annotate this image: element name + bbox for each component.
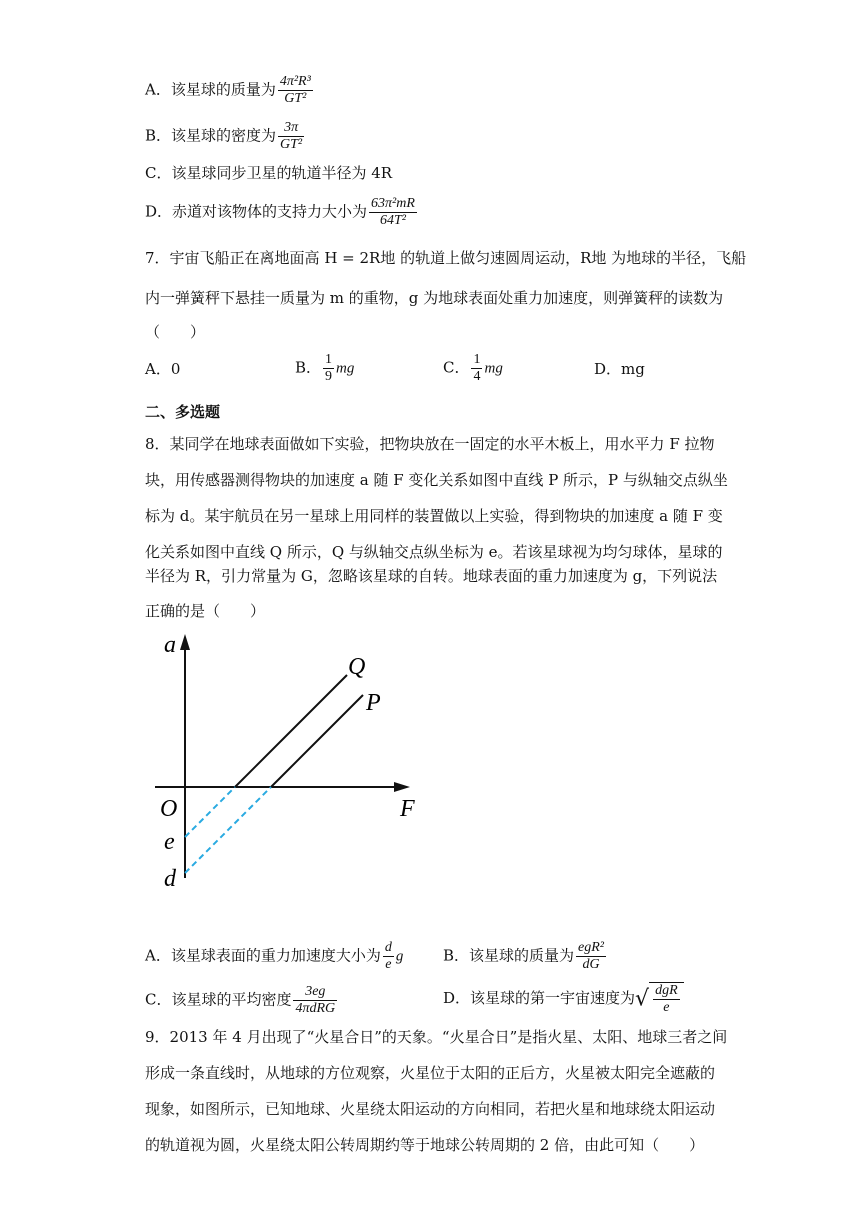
q9-line-1: 9．2013 年 4 月出现了“火星合日”的天象。“火星合日”是指火星、太阳、地球三者之间 (145, 1028, 728, 1046)
q8-d-text: D．该星球的第一宇宙速度为 (443, 989, 636, 1008)
q7-line-2: 内一弹簧秤下悬挂一质量为 m 的重物，g 为地球表面处重力加速度，则弹簧秤的读数为 (145, 289, 724, 307)
q7-line-1: 7．宇宙飞船正在离地面高 H = 2R地 的轨道上做匀速圆周运动，R地 为地球的半径，飞船 (145, 249, 747, 267)
section-title: 二、多选题 (145, 403, 221, 421)
q6-option-a-text: A．该星球的质量为 (145, 80, 276, 99)
q8-a-num: d (383, 940, 394, 957)
label-d: d (164, 866, 176, 892)
q7-b-num: 1 (323, 352, 334, 369)
q6-b-num: 3π (278, 120, 304, 137)
q8-b-fraction (576, 940, 606, 973)
q6-a-num: 4π²R³ (278, 74, 313, 91)
q8-line-3: 标为 d。某宇航员在另一星球上用同样的装置做以上实验，得到物块的加速度 a 随 F 变 (145, 507, 723, 525)
q6-a-den: GT² (284, 91, 307, 107)
q8-c-num: 3eg (293, 984, 337, 1001)
q6-option-d (145, 196, 419, 229)
q8-b-den: dG (582, 957, 600, 973)
q6-option-b (145, 120, 306, 153)
q8-line-6: 正确的是（ ） (145, 602, 266, 620)
q6-option-c: C．该星球同步卫星的轨道半径为 4R (145, 164, 393, 182)
y-axis-arrow (180, 634, 190, 650)
q8-line-4: 化关系如图中直线 Q 所示，Q 与纵轴交点纵坐标为 e。若该星球视为均匀球体，星球的 (145, 543, 723, 561)
q9-line-4: 的轨道视为圆，火星绕太阳公转周期约等于地球公转周期的 2 倍，由此可知（ ） (145, 1136, 705, 1154)
q7-option-a: A．0 (145, 360, 181, 378)
q6-option-d-fraction (369, 196, 417, 229)
q8-a-fraction (383, 940, 394, 973)
q7-c-den: 4 (473, 369, 481, 385)
q8-d-sqrt (635, 982, 684, 1016)
q6-b-den: GT² (280, 137, 303, 153)
q8-line-5: 半径为 R，引力常量为 G，忽略该星球的自转。地球表面的重力加速度为 g，下列说法 (145, 567, 718, 585)
label-F: F (400, 796, 415, 822)
q8-option-a (145, 940, 403, 973)
q6-option-b-fraction (278, 120, 304, 153)
q8-a-den: e (385, 957, 392, 973)
x-axis-arrow (394, 782, 410, 792)
q7-c-label: C． (443, 358, 470, 377)
q8-b-num: egR² (576, 940, 606, 957)
line-p-dashed (185, 787, 271, 873)
q6-d-den: 64T² (379, 213, 406, 229)
q8-option-b (443, 940, 608, 973)
q9-line-2: 形成一条直线时，从地球的方位观察，火星位于太阳的正后方，火星被太阳完全遮蔽的 (145, 1064, 716, 1082)
line-q-solid (235, 675, 347, 787)
q7-c-num: 1 (471, 352, 482, 369)
q8-d-den: e (663, 1000, 670, 1016)
q7-option-c (443, 352, 503, 385)
label-P: P (366, 690, 381, 716)
q6-option-a (145, 74, 315, 107)
q8-line-1: 8．某同学在地球表面做如下实验，把物块放在一固定的水平木板上，用水平力 F 拉物 (145, 435, 715, 453)
q7-c-fraction (471, 352, 482, 385)
sqrt-sign: √ (635, 986, 650, 1012)
q8-c-fraction (293, 984, 337, 1017)
q8-d-num: dgR (653, 983, 680, 1000)
label-O: O (160, 796, 178, 822)
q8-a-tail: g (395, 948, 404, 965)
label-a: a (164, 632, 176, 658)
q8-d-fraction (653, 983, 680, 1016)
label-e: e (164, 829, 175, 855)
q6-option-a-fraction (278, 74, 313, 107)
q9-line-3: 现象，如图所示，已知地球、火星绕太阳运动的方向相同，若把火星和地球绕太阳运动 (145, 1100, 716, 1118)
q8-option-d (443, 982, 684, 1016)
q6-d-num: 63π²mR (369, 196, 417, 213)
q8-graph (150, 628, 430, 893)
label-Q: Q (348, 654, 366, 680)
q8-option-c (145, 984, 339, 1017)
q7-b-tail: mg (336, 360, 355, 377)
q7-option-b (295, 352, 354, 385)
q7-b-label: B． (295, 358, 322, 377)
q7-option-d: D．mg (594, 360, 645, 378)
q6-option-d-text: D．赤道对该物体的支持力大小为 (145, 202, 368, 221)
q6-option-b-text: B．该星球的密度为 (145, 126, 277, 145)
q7-b-den: 9 (325, 369, 333, 385)
q7-b-fraction (323, 352, 334, 385)
q8-a-text: A．该星球表面的重力加速度大小为 (145, 946, 381, 965)
q8-line-2: 块，用传感器测得物块的加速度 a 随 F 变化关系如图中直线 P 所示，P 与纵轴交点纵坐 (145, 471, 728, 489)
q8-b-text: B．该星球的质量为 (443, 946, 575, 965)
q7-line-3: （ ） (145, 323, 206, 341)
q8-c-text: C．该星球的平均密度 (145, 990, 292, 1009)
q8-c-den: 4πdRG (295, 1001, 336, 1017)
line-p-solid (271, 695, 363, 787)
q7-c-tail: mg (484, 360, 503, 377)
